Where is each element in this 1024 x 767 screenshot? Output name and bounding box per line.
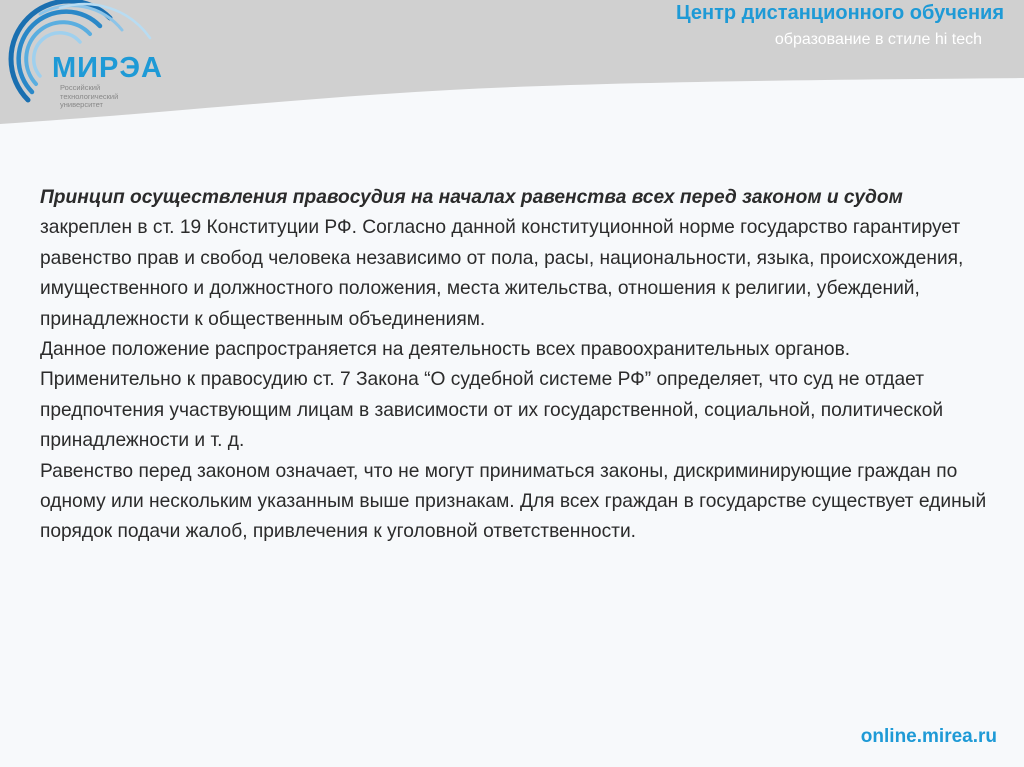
paragraph-1 (40, 183, 990, 335)
lead-phrase: Принцип осуществления правосудия на началах равенства всех перед законом и судом (40, 187, 903, 208)
logo-subtitle-line: университет (60, 100, 103, 109)
logo-subtitle-line: Российский (60, 83, 101, 92)
logo-wordmark: МИРЭА (52, 52, 163, 84)
center-tagline: образование в стиле hi tech (774, 31, 982, 48)
paragraph-3: Равенство перед законом означает, что не могут приниматься законы, дискриминирующие граждан по одному или нескольким указанным выше признакам. Для всех граждан в государстве существует единый порядок подачи жалоб, привлечения к уголовной ответственности. (40, 460, 987, 543)
center-title: Центр дистанционного обучения (676, 2, 1004, 24)
logo-subtitle-line: технологический (60, 91, 119, 101)
footer-url: online.mirea.ru (860, 726, 997, 747)
mirea-logo (0, 0, 190, 125)
slide-body (40, 183, 990, 548)
logo-subtitle (60, 84, 150, 110)
paragraph-2: Данное положение распространяется на деятельность всех правоохранительных органов. Применительно к правосудию ст. 7 Закона “О судебной системе РФ” определяет, что суд не отдает предпочтения участвующим лицам в зависимости от их государственной, социальной, политической принадлежности и т. д. (40, 339, 944, 452)
paragraph-1-rest: закреплен в ст. 19 Конституции РФ. Согласно данной конституционной норме государство гарантирует равенство прав и свобод человека независимо от пола, расы, национальности, языка, происхождения, имущественного и должностного положения, места жительства, отношения к религии, убеждений, принадлежности к общественным объединениям. (40, 217, 964, 330)
